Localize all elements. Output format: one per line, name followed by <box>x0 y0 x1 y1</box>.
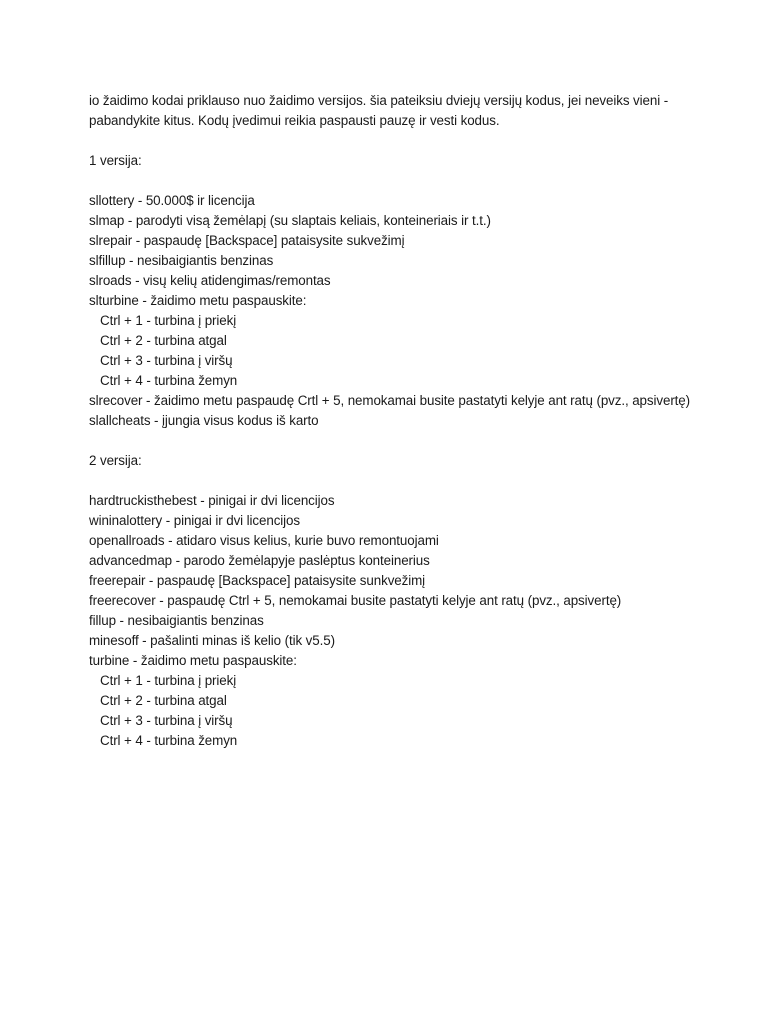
turbine-line: Ctrl + 4 - turbina žemyn <box>100 373 238 388</box>
code-line: slrecover - žaidimo metu paspaudę Crtl + 5, nemokamai busite pastatyti kelyje ant ratų (pvz., apsivertę) <box>89 393 691 408</box>
code-line: openallroads - atidaro visus kelius, kurie buvo remontuojami <box>89 533 439 548</box>
code-line: slfillup - nesibaigiantis benzinas <box>89 253 274 268</box>
turbine-line: Ctrl + 2 - turbina atgal <box>100 693 227 708</box>
paragraph-gap <box>89 431 689 451</box>
code-line: wininalottery - pinigai ir dvi licencijos <box>89 513 300 528</box>
code-line: freerecover - paspaudę Ctrl + 5, nemokamai busite pastatyti kelyje ant ratų (pvz., apsivertę) <box>89 593 622 608</box>
paragraph-gap <box>89 131 689 151</box>
turbine-line: Ctrl + 3 - turbina į viršų <box>100 353 233 368</box>
code-line: slturbine - žaidimo metu paspauskite: <box>89 293 307 308</box>
turbine-line: Ctrl + 2 - turbina atgal <box>100 333 227 348</box>
intro-line: pabandykite kitus. Kodų įvedimui reikia paspausti pauzę ir vesti kodus. <box>89 113 500 128</box>
document-body <box>89 91 689 751</box>
code-line: slroads - visų kelių atidengimas/remontas <box>89 273 331 288</box>
paragraph-gap <box>89 471 689 491</box>
code-line: slrepair - paspaudę [Backspace] pataisysite sukvežimį <box>89 233 405 248</box>
paragraph-gap <box>89 171 689 191</box>
code-line: slmap - parodyti visą žemėlapį (su slaptais keliais, konteineriais ir t.t.) <box>89 213 491 228</box>
code-line: freerepair - paspaudę [Backspace] pataisysite sunkvežimį <box>89 573 426 588</box>
code-line: fillup - nesibaigiantis benzinas <box>89 613 264 628</box>
code-line: turbine - žaidimo metu paspauskite: <box>89 653 297 668</box>
turbine-line: Ctrl + 1 - turbina į priekį <box>100 313 237 328</box>
code-line: advancedmap - parodo žemėlapyje paslėptus konteinerius <box>89 553 430 568</box>
code-line: sllottery - 50.000$ ir licencija <box>89 193 255 208</box>
version1-heading: 1 versija: <box>89 153 142 168</box>
turbine-line: Ctrl + 1 - turbina į priekį <box>100 673 237 688</box>
turbine-line: Ctrl + 3 - turbina į viršų <box>100 713 233 728</box>
code-line: slallcheats - įjungia visus kodus iš karto <box>89 413 319 428</box>
version2-heading: 2 versija: <box>89 453 142 468</box>
code-line: minesoff - pašalinti minas iš kelio (tik v5.5) <box>89 633 335 648</box>
code-line: hardtruckisthebest - pinigai ir dvi licencijos <box>89 493 335 508</box>
intro-line: io žaidimo kodai priklauso nuo žaidimo versijos. šia pateiksiu dviejų versijų kodus, jei neveiks vieni - <box>89 93 669 108</box>
turbine-line: Ctrl + 4 - turbina žemyn <box>100 733 238 748</box>
